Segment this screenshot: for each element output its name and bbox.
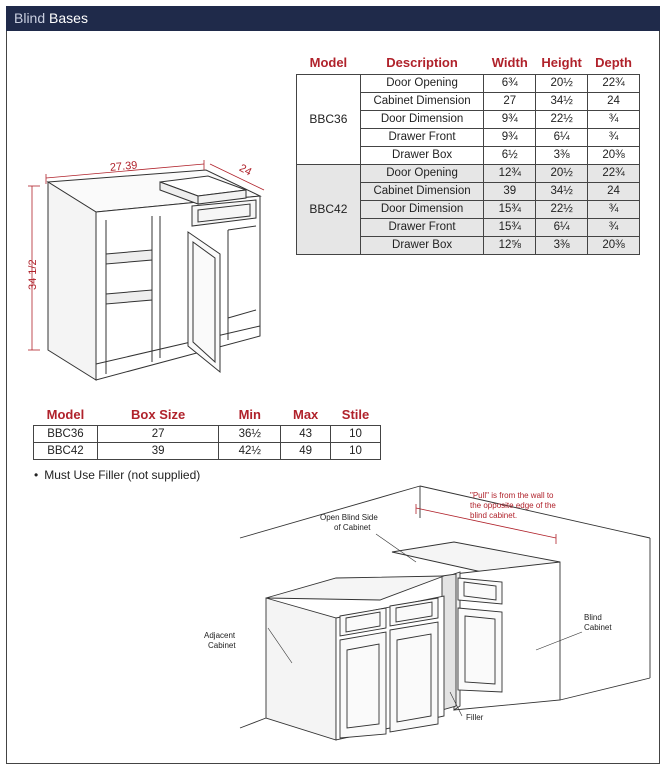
blind-cabinet-label: Blind	[584, 613, 602, 622]
table-cell: BBC36	[34, 425, 98, 442]
table-cell: 49	[281, 442, 331, 459]
table-cell: 6¾	[484, 74, 536, 92]
depth-dimension: 24	[237, 162, 254, 179]
table-cell: 39	[97, 442, 219, 459]
blind-base-cabinet-drawing	[20, 150, 290, 390]
table-cell: 43	[281, 425, 331, 442]
table-cell: ¾	[588, 218, 640, 236]
table-row	[297, 164, 640, 182]
table-cell: 39	[484, 182, 536, 200]
table-cell: Cabinet Dimension	[360, 182, 484, 200]
table-cell: 24	[588, 92, 640, 110]
table-cell: 10	[331, 425, 381, 442]
header-title-main: Bases	[49, 10, 88, 26]
spec-header-description: Description	[386, 55, 458, 71]
box-header-min: Min	[238, 407, 261, 423]
pull-note-line-2: the opposite edge of the	[470, 501, 556, 510]
table-cell: 24	[588, 182, 640, 200]
model-cell: BBC36	[297, 74, 361, 164]
table-cell: BBC42	[34, 442, 98, 459]
table-cell: Drawer Front	[360, 218, 484, 236]
table-cell: 27	[484, 92, 536, 110]
table-cell: 12⅝	[484, 236, 536, 254]
box-header-model: Model	[46, 407, 85, 423]
table-cell: Door Dimension	[360, 200, 484, 218]
table-cell: 27	[97, 425, 219, 442]
pull-note-line-1: "Pull" is from the wall to	[470, 491, 554, 500]
table-row	[34, 425, 381, 442]
corner-installation-diagram	[180, 478, 660, 760]
table-cell: 20½	[536, 164, 588, 182]
table-cell: 34½	[536, 182, 588, 200]
filler-note	[34, 468, 200, 482]
table-cell: 6¼	[536, 218, 588, 236]
box-header-max: Max	[292, 407, 319, 423]
bullet-icon: •	[34, 468, 39, 482]
table-cell: 22½	[536, 110, 588, 128]
table-cell: Drawer Front	[360, 128, 484, 146]
table-cell: 3⅜	[536, 236, 588, 254]
pull-note-line-3: blind cabinet.	[470, 511, 518, 520]
table-cell: 6¼	[536, 128, 588, 146]
note-text: Must Use Filler (not supplied)	[44, 468, 201, 482]
adjacent-cabinet-label: Adjacent	[204, 631, 236, 640]
filler-label: Filler	[466, 713, 484, 722]
open-blind-side-label-2: of Cabinet	[334, 523, 371, 532]
header-title-light: Blind	[14, 10, 46, 26]
spec-header-width: Width	[491, 55, 528, 71]
table-cell: 34½	[536, 92, 588, 110]
table-cell: 12¾	[484, 164, 536, 182]
section-header	[6, 6, 660, 31]
table-cell: 22¾	[588, 74, 640, 92]
model-cell: BBC42	[297, 164, 361, 254]
table-cell: 20⅜	[588, 146, 640, 164]
box-header-stile: Stile	[341, 407, 370, 423]
spec-header-height: Height	[541, 55, 582, 71]
table-cell: Drawer Box	[360, 236, 484, 254]
table-cell: 20⅜	[588, 236, 640, 254]
spec-table	[296, 52, 640, 255]
table-cell: Door Dimension	[360, 110, 484, 128]
table-cell: 3⅜	[536, 146, 588, 164]
table-cell: 22½	[536, 200, 588, 218]
blind-cabinet-label-2: Cabinet	[584, 623, 612, 632]
table-row	[34, 442, 381, 459]
table-cell: ¾	[588, 128, 640, 146]
spec-header-model: Model	[309, 55, 348, 71]
table-cell: Cabinet Dimension	[360, 92, 484, 110]
table-cell: 6½	[484, 146, 536, 164]
table-cell: 9¾	[484, 128, 536, 146]
adjacent-cabinet-label-2: Cabinet	[208, 641, 236, 650]
table-row	[297, 74, 640, 92]
table-cell: ¾	[588, 200, 640, 218]
spec-header-depth: Depth	[595, 55, 632, 71]
table-cell: 22¾	[588, 164, 640, 182]
box-header-box-size: Box Size	[131, 407, 186, 423]
table-cell: 15¾	[484, 200, 536, 218]
height-dimension: 34 1/2	[27, 259, 39, 290]
width-dimension: 27.39	[109, 159, 138, 174]
table-cell: Drawer Box	[360, 146, 484, 164]
table-cell: Door Opening	[360, 74, 484, 92]
table-cell: 42½	[219, 442, 281, 459]
box-size-table	[33, 405, 381, 460]
table-cell: ¾	[588, 110, 640, 128]
table-cell: 36½	[219, 425, 281, 442]
table-cell: Door Opening	[360, 164, 484, 182]
table-cell: 9¾	[484, 110, 536, 128]
table-cell: 15¾	[484, 218, 536, 236]
open-blind-side-label: Open Blind Side	[320, 513, 378, 522]
table-cell: 20½	[536, 74, 588, 92]
table-cell: 10	[331, 442, 381, 459]
